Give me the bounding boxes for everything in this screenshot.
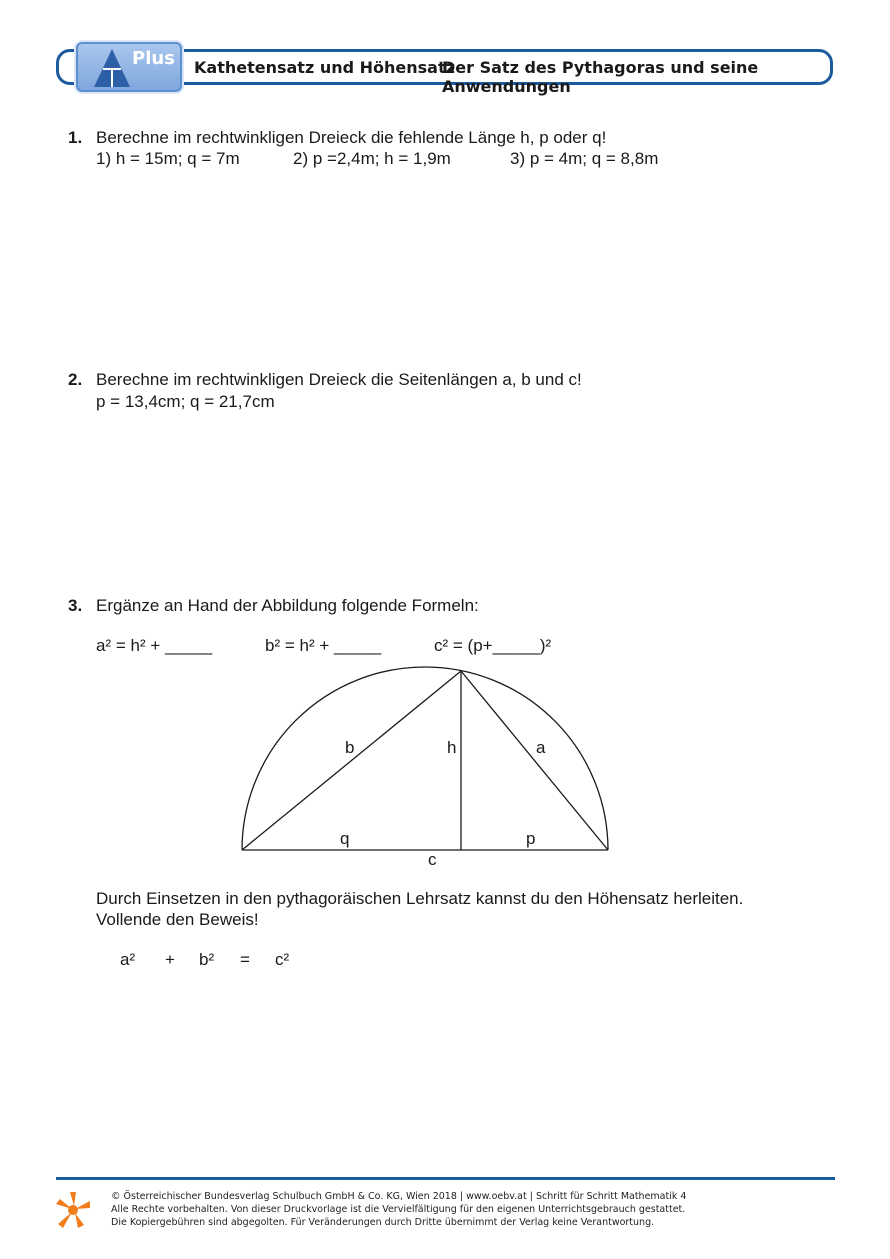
label-c: c — [428, 850, 437, 869]
task1-item-1: 1) h = 15m; q = 7m — [96, 149, 240, 168]
task2-number: 2. — [68, 370, 83, 389]
semicircle-arc — [242, 667, 608, 850]
leg-a — [461, 671, 608, 850]
publisher-logo-icon — [54, 1190, 92, 1230]
proof-text-1: Durch Einsetzen in den pythagoräischen Lehrsatz kannst du den Höhensatz herleiten. — [96, 889, 744, 908]
task2-prompt: Berechne im rechtwinkligen Dreieck die Seitenlängen a, b und c! — [96, 370, 582, 389]
footer-line-3: Die Kopiergebühren sind abgegolten. Für Veränderungen durch Dritte übernimmt der Verlag keine Verantwortung. — [111, 1217, 655, 1228]
task1-prompt: Berechne im rechtwinkligen Dreieck die fehlende Länge h, p oder q! — [96, 128, 607, 147]
task2-given: p = 13,4cm; q = 21,7cm — [96, 392, 275, 411]
label-q: q — [340, 829, 350, 848]
header-topic: Kathetensatz und Höhensatz — [194, 58, 455, 77]
footer-line-1: © Österreichischer Bundesverlag Schulbuch GmbH & Co. KG, Wien 2018 | www.oebv.at | Schritt für Schritt Mathematik 4 — [111, 1191, 687, 1202]
proof-text-2: Vollende den Beweis! — [96, 910, 259, 929]
task1-number: 1. — [68, 128, 83, 147]
label-h: h — [447, 738, 457, 757]
equation-a2: a² — [120, 950, 136, 969]
equation-b2: b² — [199, 950, 215, 969]
footer-line-2: Alle Rechte vorbehalten. Von dieser Druckvorlage ist die Vervielfältigung für den eigenen Unterrichtsgebrauch gestattet. — [111, 1204, 686, 1215]
header-chapter: Der Satz des Pythagoras und seine Anwendungen — [442, 58, 759, 96]
equation-c2: c² — [275, 950, 290, 969]
label-b: b — [345, 738, 355, 757]
label-a: a — [536, 738, 546, 757]
equation-equals: = — [240, 950, 250, 969]
task3-number: 3. — [68, 596, 83, 615]
formula-a: a² = h² + _____ — [96, 636, 213, 655]
equation-plus: + — [165, 950, 175, 969]
footer-rule — [56, 1177, 835, 1180]
formula-c: c² = (p+_____)² — [434, 636, 552, 655]
task1-item-3: 3) p = 4m; q = 8,8m — [510, 149, 659, 168]
formula-b: b² = h² + _____ — [265, 636, 382, 655]
label-p: p — [526, 829, 536, 848]
plus-label: Plus — [132, 48, 175, 69]
task1-item-2: 2) p =2,4m; h = 1,9m — [293, 149, 451, 168]
leg-b — [242, 671, 461, 850]
task3-prompt: Ergänze an Hand der Abbildung folgende Formeln: — [96, 596, 479, 615]
